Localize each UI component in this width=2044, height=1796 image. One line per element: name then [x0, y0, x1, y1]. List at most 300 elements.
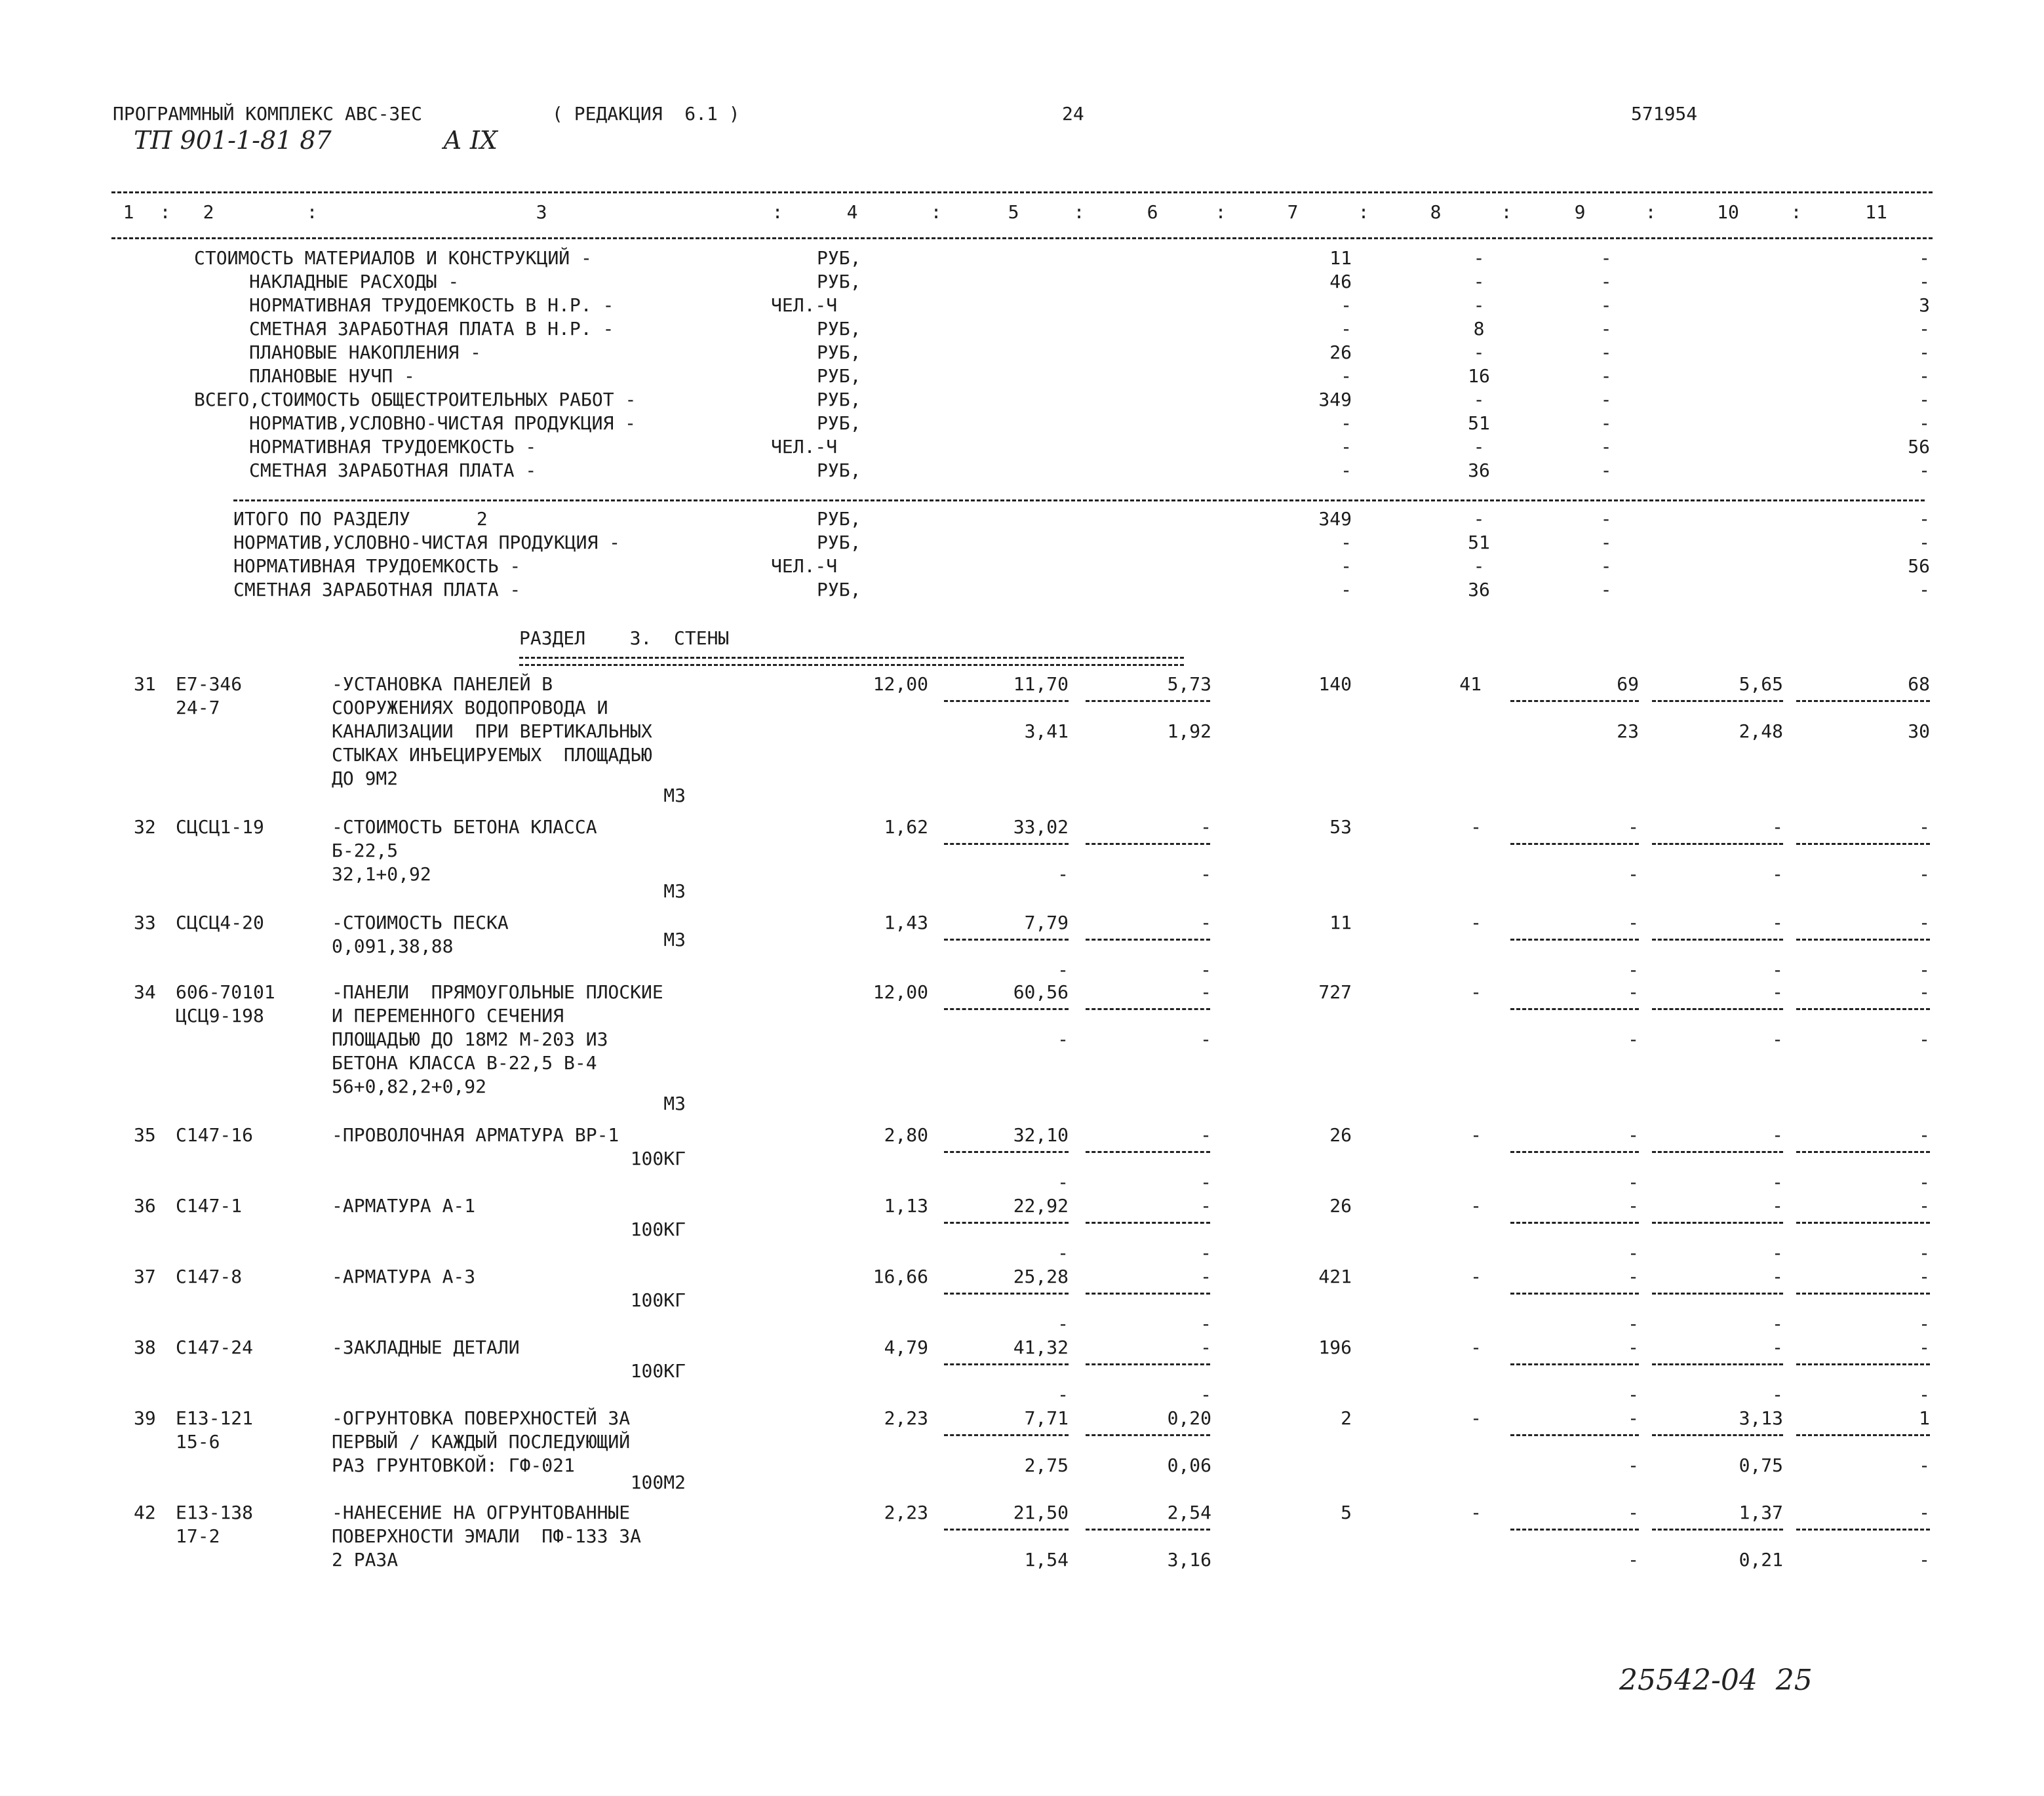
item-col9: 69: [1617, 673, 1639, 695]
item-wage-cost: -: [1200, 1195, 1211, 1217]
summary-row-col8: -: [1473, 436, 1485, 458]
item-col9-lower: -: [1628, 1454, 1639, 1476]
item-col10-lower: -: [1772, 1171, 1783, 1193]
item-quantity: 2,23: [884, 1407, 928, 1429]
summary-row-col11: -: [1919, 412, 1930, 434]
total-row-label: НОРМАТИВ,УСЛОВНО-ЧИСТАЯ ПРОДУКЦИЯ -: [233, 532, 621, 553]
item-description: -СТОИМОСТЬ ПЕСКА: [332, 912, 509, 933]
item-total-cost: 727: [1318, 981, 1352, 1003]
item-col11-lower: -: [1919, 1313, 1930, 1335]
cell-divider: [944, 1293, 1069, 1295]
cell-divider: [1086, 1434, 1210, 1436]
item-col10-lower: -: [1772, 863, 1783, 885]
cell-divider: [1796, 1008, 1930, 1010]
item-total-wage: -: [1470, 1195, 1482, 1217]
item-wage-cost-lower: -: [1200, 1171, 1211, 1193]
summary-row-col9: -: [1600, 271, 1612, 292]
cell-divider: [1086, 1529, 1210, 1531]
total-row-col11: -: [1919, 532, 1930, 553]
cell-divider: [1796, 1434, 1930, 1436]
item-code: Е13-121: [176, 1407, 254, 1429]
column-header-7: 7: [1287, 201, 1299, 223]
item-description: ДО 9М2: [332, 768, 399, 789]
item-quantity: 12,00: [873, 981, 928, 1003]
summary-row-col8: 8: [1473, 318, 1485, 340]
cell-divider: [1652, 843, 1783, 845]
column-header-4: 4: [846, 201, 858, 223]
item-col9: -: [1628, 912, 1639, 933]
summary-row-unit: РУБ,: [817, 412, 861, 434]
summary-row-col7: -: [1341, 436, 1352, 458]
item-col11: -: [1919, 912, 1930, 933]
cell-divider: [1510, 1293, 1639, 1295]
summary-row-label: НОРМАТИВ,УСЛОВНО-ЧИСТАЯ ПРОДУКЦИЯ -: [249, 412, 637, 434]
item-col11-lower: -: [1919, 1549, 1930, 1571]
item-quantity: 1,62: [884, 816, 928, 838]
column-separator: :: [1501, 201, 1512, 223]
item-wage-cost: -: [1200, 912, 1211, 933]
item-wage-cost-lower: 3,16: [1167, 1549, 1211, 1571]
column-separator: :: [159, 201, 171, 223]
summary-row-col7: 11: [1329, 247, 1352, 269]
summary-row-col7: -: [1341, 318, 1352, 340]
cell-divider: [1510, 1008, 1639, 1010]
item-unit: 100КГ: [630, 1219, 686, 1240]
item-unit: М3: [663, 1093, 686, 1114]
cell-divider: [1796, 1151, 1930, 1153]
cell-divider: [1086, 1293, 1210, 1295]
item-description: ПОВЕРХНОСТИ ЭМАЛИ ПФ-133 ЗА: [332, 1525, 642, 1547]
total-row-col9: -: [1600, 555, 1612, 577]
item-description: СООРУЖЕНИЯХ ВОДОПРОВОДА И: [332, 697, 608, 718]
item-description: 56+0,82,2+0,92: [332, 1076, 487, 1097]
total-row-col7: -: [1341, 579, 1352, 600]
summary-row-col7: 46: [1329, 271, 1352, 292]
total-row-label: СМЕТНАЯ ЗАРАБОТНАЯ ПЛАТА -: [233, 579, 521, 600]
item-col9-lower: -: [1628, 1242, 1639, 1264]
item-number: 36: [134, 1195, 156, 1217]
item-col9-lower: 23: [1617, 720, 1639, 742]
item-total-wage: -: [1470, 816, 1482, 838]
cell-divider: [1796, 700, 1930, 702]
column-header-8: 8: [1430, 201, 1442, 223]
item-number: 32: [134, 816, 156, 838]
item-wage-cost: 2,54: [1167, 1502, 1211, 1523]
total-row-col9: -: [1600, 532, 1612, 553]
column-header-5: 5: [1008, 201, 1019, 223]
summary-row-col7: -: [1341, 412, 1352, 434]
item-number: 42: [134, 1502, 156, 1523]
column-header-3: 3: [536, 201, 547, 223]
item-code: 17-2: [176, 1525, 220, 1547]
item-unit-cost: 22,92: [1013, 1195, 1069, 1217]
project-code: ТП 901-1-81 87: [134, 126, 332, 155]
item-unit-cost: 7,79: [1024, 912, 1069, 933]
cell-divider: [944, 1529, 1069, 1531]
item-unit-cost: 21,50: [1013, 1502, 1069, 1523]
summary-row-col9: -: [1600, 436, 1612, 458]
item-wage-cost: 5,73: [1167, 673, 1211, 695]
cell-divider: [1510, 1434, 1639, 1436]
item-total-cost: 140: [1318, 673, 1352, 695]
summary-row-unit: РУБ,: [817, 389, 861, 410]
item-description: БЕТОНА КЛАССА В-22,5 В-4: [332, 1052, 597, 1074]
column-separator: :: [306, 201, 318, 223]
item-col11-lower: 30: [1908, 720, 1930, 742]
item-col9-lower: -: [1628, 1549, 1639, 1571]
cell-divider: [1652, 939, 1783, 941]
item-unit-cost-lower: -: [1057, 1384, 1069, 1405]
item-total-wage: -: [1470, 981, 1482, 1003]
item-wage-cost-lower: 0,06: [1167, 1454, 1211, 1476]
item-wage-cost: -: [1200, 1266, 1211, 1287]
summary-row-col8: -: [1473, 389, 1485, 410]
item-description: РАЗ ГРУНТОВКОЙ: ГФ-021: [332, 1454, 575, 1476]
cell-divider: [944, 1434, 1069, 1436]
summary-row-col9: -: [1600, 294, 1612, 316]
cell-divider: [1086, 1363, 1210, 1365]
item-col9: -: [1628, 1266, 1639, 1287]
item-unit: 100КГ: [630, 1148, 686, 1169]
cell-divider: [944, 700, 1069, 702]
item-quantity: 16,66: [873, 1266, 928, 1287]
cell-divider: [1086, 939, 1210, 941]
summary-row-col11: 3: [1919, 294, 1930, 316]
cell-divider: [1086, 1008, 1210, 1010]
item-number: 33: [134, 912, 156, 933]
item-quantity: 12,00: [873, 673, 928, 695]
item-col10-lower: 0,21: [1739, 1549, 1783, 1571]
cell-divider: [1510, 1363, 1639, 1365]
summary-row-col9: -: [1600, 342, 1612, 363]
item-col9: -: [1628, 1195, 1639, 1217]
item-col11: 1: [1919, 1407, 1930, 1429]
summary-row-col9: -: [1600, 459, 1612, 481]
item-col10: -: [1772, 816, 1783, 838]
cell-divider: [1652, 1293, 1783, 1295]
cell-divider: [944, 1008, 1069, 1010]
page-number: 24: [1062, 103, 1084, 125]
item-col10-lower: 0,75: [1739, 1454, 1783, 1476]
item-col10-lower: -: [1772, 959, 1783, 981]
item-total-wage: -: [1470, 1124, 1482, 1146]
summary-row-unit: РУБ,: [817, 247, 861, 269]
item-col10-lower: -: [1772, 1313, 1783, 1335]
summary-row-unit: РУБ,: [817, 459, 861, 481]
summary-row-col8: 36: [1468, 459, 1490, 481]
item-description: КАНАЛИЗАЦИИ ПРИ ВЕРТИКАЛЬНЫХ: [332, 720, 652, 742]
item-col9: -: [1628, 981, 1639, 1003]
summary-row-col8: -: [1473, 247, 1485, 269]
total-row-label: НОРМАТИВНАЯ ТРУДОЕМКОСТЬ -: [233, 555, 521, 577]
item-number: 39: [134, 1407, 156, 1429]
item-total-cost: 53: [1329, 816, 1352, 838]
summary-row-col11: -: [1919, 365, 1930, 387]
item-wage-cost: -: [1200, 1124, 1211, 1146]
program-title: ПРОГРАММНЫЙ КОМПЛЕКС АВС-3ЕС: [113, 103, 423, 125]
album-code: А IX: [443, 126, 498, 155]
summary-row-label: СТОИМОСТЬ МАТЕРИАЛОВ И КОНСТРУКЦИЙ -: [194, 247, 592, 269]
item-unit-cost: 11,70: [1013, 673, 1069, 695]
header-bottom-rule: [111, 237, 1933, 239]
item-description: -УСТАНОВКА ПАНЕЛЕЙ В: [332, 673, 553, 695]
cell-divider: [1652, 1151, 1783, 1153]
item-col9: -: [1628, 816, 1639, 838]
item-col11-lower: -: [1919, 1384, 1930, 1405]
item-total-cost: 5: [1341, 1502, 1352, 1523]
item-col10: 1,37: [1739, 1502, 1783, 1523]
item-col10: -: [1772, 1266, 1783, 1287]
item-number: 38: [134, 1337, 156, 1358]
item-code: Е7-346: [176, 673, 243, 695]
item-wage-cost-lower: -: [1200, 1384, 1211, 1405]
item-quantity: 1,43: [884, 912, 928, 933]
summary-row-col9: -: [1600, 389, 1612, 410]
summary-row-col9: -: [1600, 318, 1612, 340]
total-row-col11: 56: [1908, 555, 1930, 577]
item-unit: 100КГ: [630, 1289, 686, 1311]
item-wage-cost: -: [1200, 1337, 1211, 1358]
item-code: 606-70101: [176, 981, 275, 1003]
item-col9-lower: -: [1628, 959, 1639, 981]
item-total-cost: 2: [1341, 1407, 1352, 1429]
column-header-6: 6: [1147, 201, 1158, 223]
item-unit-cost-lower: -: [1057, 959, 1069, 981]
summary-row-col7: -: [1341, 459, 1352, 481]
summary-row-col11: -: [1919, 247, 1930, 269]
item-unit-cost-lower: -: [1057, 1171, 1069, 1193]
column-separator: :: [930, 201, 942, 223]
item-unit-cost: 25,28: [1013, 1266, 1069, 1287]
summary-row-label: СМЕТНАЯ ЗАРАБОТНАЯ ПЛАТА В Н.Р. -: [249, 318, 614, 340]
document-number: 571954: [1631, 103, 1698, 125]
column-separator: :: [1645, 201, 1657, 223]
item-wage-cost-lower: -: [1200, 863, 1211, 885]
item-col10: -: [1772, 912, 1783, 933]
item-total-cost: 196: [1318, 1337, 1352, 1358]
summary-row-col7: -: [1341, 294, 1352, 316]
summary-row-label: ПЛАНОВЫЕ НАКОПЛЕНИЯ -: [249, 342, 482, 363]
item-code: ЦСЦ9-198: [176, 1005, 264, 1026]
item-col11-lower: -: [1919, 863, 1930, 885]
item-col9: -: [1628, 1337, 1639, 1358]
column-header-10: 10: [1717, 201, 1739, 223]
summary-row-col8: -: [1473, 294, 1485, 316]
item-unit-cost: 32,10: [1013, 1124, 1069, 1146]
column-header-11: 11: [1865, 201, 1887, 223]
item-total-cost: 26: [1329, 1195, 1352, 1217]
column-header-9: 9: [1574, 201, 1586, 223]
cell-divider: [1510, 1529, 1639, 1531]
summary-row-unit: РУБ,: [817, 318, 861, 340]
item-unit-cost: 41,32: [1013, 1337, 1069, 1358]
total-row-unit: РУБ,: [817, 579, 861, 600]
item-col9-lower: -: [1628, 1384, 1639, 1405]
cell-divider: [944, 1363, 1069, 1365]
column-separator: :: [1215, 201, 1227, 223]
column-separator: :: [1358, 201, 1369, 223]
summary-row-col7: 26: [1329, 342, 1352, 363]
item-col10-lower: -: [1772, 1384, 1783, 1405]
total-row-col8: 51: [1468, 532, 1490, 553]
item-wage-cost: 0,20: [1167, 1407, 1211, 1429]
cell-divider: [1086, 843, 1210, 845]
item-col10: -: [1772, 981, 1783, 1003]
item-unit: 100КГ: [630, 1360, 686, 1382]
item-unit-cost-lower: 2,75: [1024, 1454, 1069, 1476]
item-col10: 5,65: [1739, 673, 1783, 695]
item-unit-cost-lower: -: [1057, 1242, 1069, 1264]
item-wage-cost: -: [1200, 816, 1211, 838]
cell-divider: [1652, 1529, 1783, 1531]
item-total-wage: 41: [1459, 673, 1482, 695]
item-code: С147-16: [176, 1124, 254, 1146]
item-unit-cost-lower: 1,54: [1024, 1549, 1069, 1571]
item-col10: -: [1772, 1124, 1783, 1146]
item-col11-lower: -: [1919, 1028, 1930, 1050]
item-wage-cost-lower: -: [1200, 1313, 1211, 1335]
item-description: И ПЕРЕМЕННОГО СЕЧЕНИЯ: [332, 1005, 564, 1026]
summary-divider: [233, 499, 1925, 501]
item-unit-cost: 33,02: [1013, 816, 1069, 838]
item-total-wage: -: [1470, 1266, 1482, 1287]
cell-divider: [1796, 939, 1930, 941]
item-quantity: 1,13: [884, 1195, 928, 1217]
item-col10: 3,13: [1739, 1407, 1783, 1429]
total-row-col11: -: [1919, 508, 1930, 530]
cell-divider: [1652, 1008, 1783, 1010]
summary-row-col11: -: [1919, 342, 1930, 363]
cell-divider: [1510, 939, 1639, 941]
cell-divider: [1652, 1363, 1783, 1365]
item-col10-lower: 2,48: [1739, 720, 1783, 742]
item-col10: -: [1772, 1195, 1783, 1217]
summary-row-col8: 51: [1468, 412, 1490, 434]
cell-divider: [1086, 1151, 1210, 1153]
item-col9: -: [1628, 1502, 1639, 1523]
item-wage-cost-lower: 1,92: [1167, 720, 1211, 742]
item-description: 32,1+0,92: [332, 863, 431, 885]
item-col11-lower: -: [1919, 1171, 1930, 1193]
summary-row-col9: -: [1600, 412, 1612, 434]
cell-divider: [1510, 700, 1639, 702]
item-description: -ПАНЕЛИ ПРЯМОУГОЛЬНЫЕ ПЛОСКИЕ: [332, 981, 663, 1003]
item-col11-lower: -: [1919, 1454, 1930, 1476]
item-quantity: 2,80: [884, 1124, 928, 1146]
cell-divider: [944, 843, 1069, 845]
item-code: С147-8: [176, 1266, 243, 1287]
item-description: -ЗАКЛАДНЫЕ ДЕТАЛИ: [332, 1337, 520, 1358]
summary-row-col11: -: [1919, 389, 1930, 410]
cell-divider: [1796, 1222, 1930, 1224]
item-unit-cost-lower: 3,41: [1024, 720, 1069, 742]
summary-row-col9: -: [1600, 365, 1612, 387]
item-col11: -: [1919, 1502, 1930, 1523]
item-col11: 68: [1908, 673, 1930, 695]
item-unit: М3: [663, 880, 686, 902]
item-col10: -: [1772, 1337, 1783, 1358]
item-wage-cost-lower: -: [1200, 959, 1211, 981]
summary-row-col8: -: [1473, 342, 1485, 363]
item-description: Б-22,5: [332, 840, 399, 861]
summary-row-label: СМЕТНАЯ ЗАРАБОТНАЯ ПЛАТА -: [249, 459, 537, 481]
item-description: -ПРОВОЛОЧНАЯ АРМАТУРА ВР-1: [332, 1124, 619, 1146]
summary-row-col9: -: [1600, 247, 1612, 269]
item-unit: 100М2: [630, 1472, 686, 1493]
item-col9: -: [1628, 1124, 1639, 1146]
summary-row-col11: 56: [1908, 436, 1930, 458]
section-title: РАЗДЕЛ 3. СТЕНЫ: [519, 627, 730, 649]
total-row-col7: -: [1341, 532, 1352, 553]
total-row-col9: -: [1600, 579, 1612, 600]
item-code: 15-6: [176, 1431, 220, 1453]
summary-row-label: НОРМАТИВНАЯ ТРУДОЕМКОСТЬ В Н.Р. -: [249, 294, 614, 316]
item-col9-lower: -: [1628, 1028, 1639, 1050]
total-row-col7: -: [1341, 555, 1352, 577]
item-unit: М3: [663, 785, 686, 806]
item-description: -ОГРУНТОВКА ПОВЕРХНОСТЕЙ ЗА: [332, 1407, 631, 1429]
summary-row-unit: ЧЕЛ.-Ч: [771, 436, 838, 458]
summary-row-label: ВСЕГО,СТОИМОСТЬ ОБЩЕСТРОИТЕЛЬНЫХ РАБОТ -: [194, 389, 637, 410]
item-description: -НАНЕСЕНИЕ НА ОГРУНТОВАННЫЕ: [332, 1502, 631, 1523]
cell-divider: [1652, 1434, 1783, 1436]
total-row-unit: РУБ,: [817, 508, 861, 530]
cell-divider: [1510, 843, 1639, 845]
column-separator: :: [1073, 201, 1085, 223]
item-code: СЦСЦ4-20: [176, 912, 264, 933]
item-total-wage: -: [1470, 1337, 1482, 1358]
item-number: 31: [134, 673, 156, 695]
total-row-label: ИТОГО ПО РАЗДЕЛУ 2: [233, 508, 488, 530]
item-col11-lower: -: [1919, 959, 1930, 981]
item-code: СЦСЦ1-19: [176, 816, 264, 838]
item-number: 37: [134, 1266, 156, 1287]
total-row-col11: -: [1919, 579, 1930, 600]
item-col11: -: [1919, 1124, 1930, 1146]
total-row-col9: -: [1600, 508, 1612, 530]
item-wage-cost-lower: -: [1200, 1242, 1211, 1264]
total-row-unit: РУБ,: [817, 532, 861, 553]
item-code: С147-24: [176, 1337, 254, 1358]
summary-row-col8: -: [1473, 271, 1485, 292]
item-unit-cost-lower: -: [1057, 1028, 1069, 1050]
item-description: ПЕРВЫЙ / КАЖДЫЙ ПОСЛЕДУЮЩИЙ: [332, 1431, 631, 1453]
total-row-unit: ЧЕЛ.-Ч: [771, 555, 838, 577]
item-description: СТЫКАХ ИНЪЕЦИРУЕМЫХ ПЛОЩАДЬЮ: [332, 744, 652, 766]
item-total-wage: -: [1470, 1502, 1482, 1523]
total-row-col7: 349: [1318, 508, 1352, 530]
cell-divider: [1086, 1222, 1210, 1224]
item-code: Е13-138: [176, 1502, 254, 1523]
item-wage-cost: -: [1200, 981, 1211, 1003]
cell-divider: [1652, 700, 1783, 702]
edition-label: ( РЕДАКЦИЯ 6.1 ): [552, 103, 740, 125]
item-col11: -: [1919, 1195, 1930, 1217]
item-col9: -: [1628, 1407, 1639, 1429]
item-description: -СТОИМОСТЬ БЕТОНА КЛАССА: [332, 816, 597, 838]
summary-row-col7: 349: [1318, 389, 1352, 410]
item-total-wage: -: [1470, 1407, 1482, 1429]
cell-divider: [1086, 700, 1210, 702]
item-wage-cost-lower: -: [1200, 1028, 1211, 1050]
summary-row-col11: -: [1919, 271, 1930, 292]
item-unit-cost-lower: -: [1057, 863, 1069, 885]
cell-divider: [1510, 1151, 1639, 1153]
summary-row-label: НАКЛАДНЫЕ РАСХОДЫ -: [249, 271, 460, 292]
cell-divider: [944, 1222, 1069, 1224]
cell-divider: [1510, 1222, 1639, 1224]
item-description: -АРМАТУРА А-1: [332, 1195, 476, 1217]
